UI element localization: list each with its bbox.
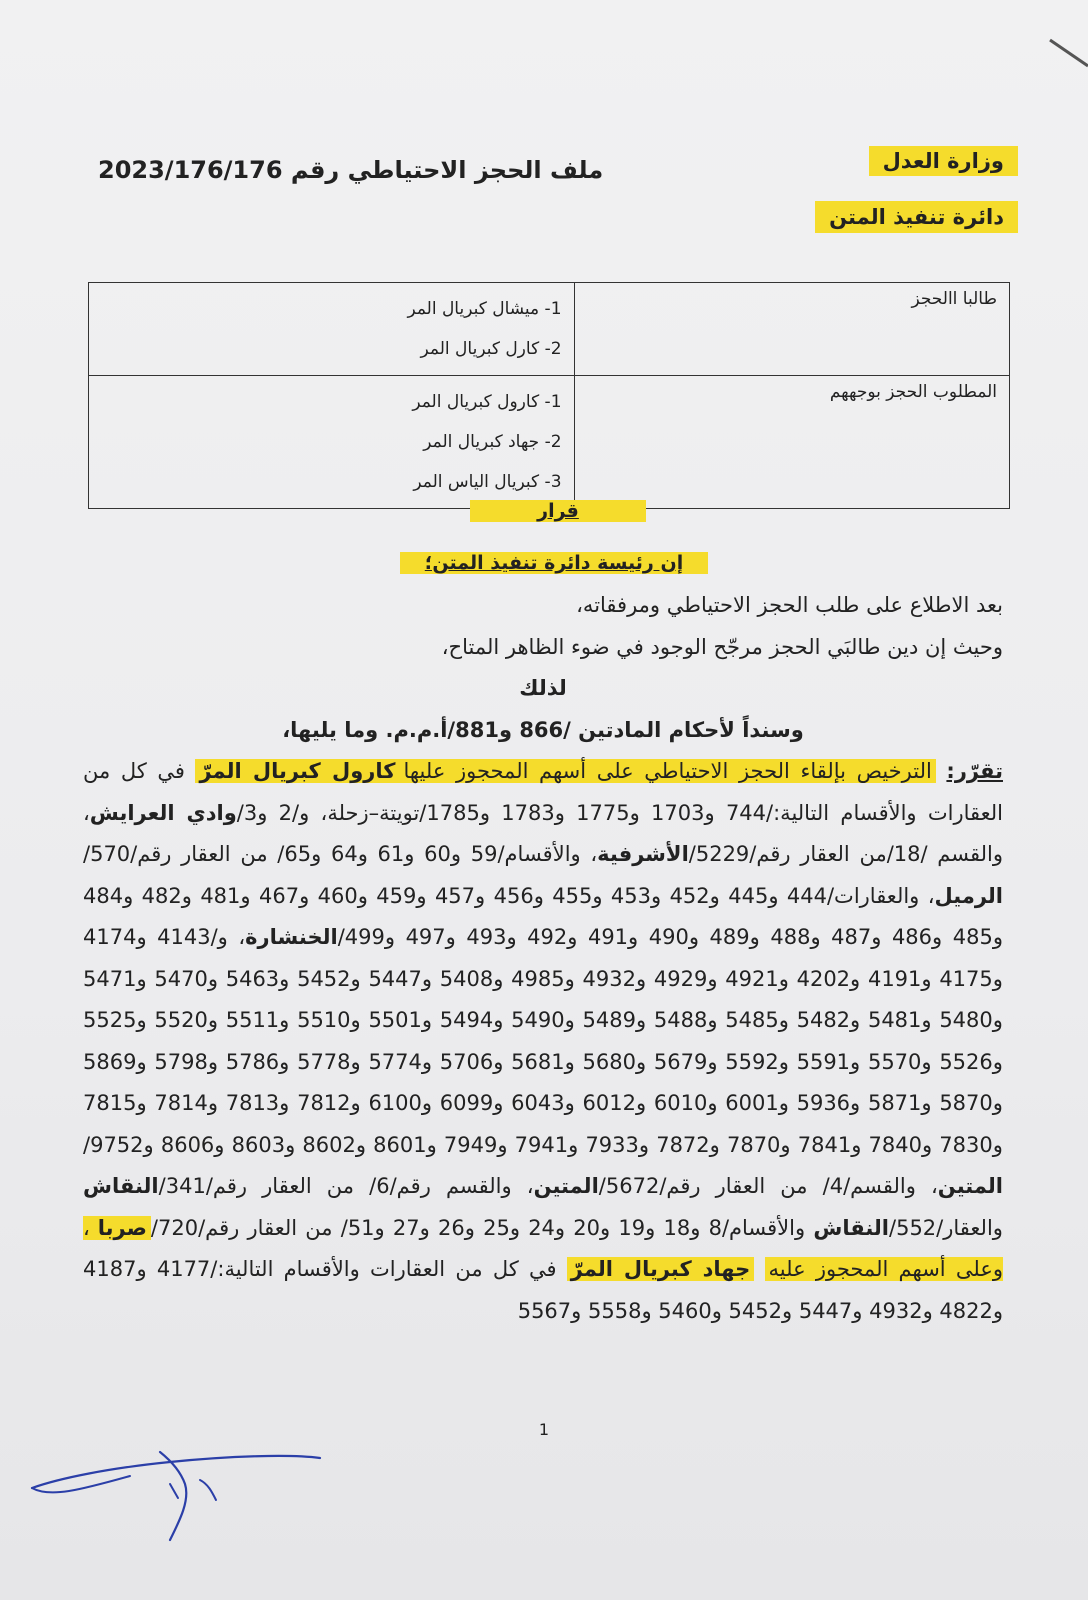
place-name: وادي العرايش	[89, 800, 237, 825]
list-item: 2- كارل كبريال المر	[420, 339, 562, 359]
file-title	[98, 156, 603, 184]
file-number: 2023/176/176	[98, 156, 283, 184]
table-row	[89, 376, 1010, 509]
paragraph-review: بعد الاطلاع على طلب الحجز الاحتياطي ومرفقاته،	[576, 593, 1003, 617]
decision-text-10: والأقسام/8 و18 و19 و20 و24 و25 و26 و27 و51/ من العقار رقم/720/	[150, 1215, 814, 1240]
defendant-2-name: جهاد كبريال المرّ	[567, 1257, 754, 1281]
legal-basis: وسنداً لأحكام المادتين /866 و881/أ.م.م. وما يليها،	[282, 717, 804, 742]
defendants-role: المطلوب الحجز بوجههم	[574, 376, 1009, 509]
place-name: صربا	[94, 1216, 151, 1240]
decision-text-6: ، و/4143 و4174 و4175 و4191 و4202 و4921 و4929 و4932 و4985 و5408 و5447 و5452 و5463 و5470 و5471 و5480 و5481 و5482 و5485 و5488 و5489 و5490 و5494 و5501 و5510 و5511 و5520 و5525 و5526 و5570 و5591 و5592 و5679 و5680 و5681 و5706 و5774 و5778 و5786 و5798 و5869 و5870 و5871 و5936 و6001 و6010 و6012 و6043 و6099 و6100 و7812 و7813 و7814 و7815 و7830 و7840 و7841 و7870 و7872 و7933 و7941 و7949 و8601 و8602 و8603 و8606 و9752/	[83, 925, 1003, 1157]
place-name: النقاش	[813, 1215, 889, 1240]
list-item: 2- جهاد كبريال المر	[423, 432, 562, 452]
table-row	[89, 283, 1010, 376]
signature-icon	[20, 1440, 340, 1580]
parties-table	[88, 282, 1010, 509]
decision-text-11: ، وعلى أسهم المحجوز عليه	[83, 1215, 1003, 1281]
list-item: 1- ميشال كبريال المر	[407, 299, 562, 319]
paragraph-debt: وحيث إن دين طالبَي الحجز مرجّح الوجود في ضوء الظاهر المتاح،	[441, 634, 1003, 659]
place-name: الخنشارة	[245, 925, 338, 949]
defendant-1-name: كارول كبريال المرّ	[195, 759, 399, 783]
decision-text-3: ، والقسم /18/من العقار رقم/5229/	[83, 800, 1004, 866]
decision-body	[83, 585, 1003, 1332]
file-label: ملف الحجز الاحتياطي رقم	[290, 156, 604, 184]
decision-title: قرار	[470, 500, 646, 522]
decides-label: تقرّر:	[946, 759, 1003, 783]
decision-paragraph	[83, 751, 1003, 1332]
ministry-name: وزارة العدل	[869, 146, 1018, 176]
place-name: المتين	[937, 1174, 1004, 1198]
corner-mark-icon	[1048, 36, 1088, 76]
plaintiffs-names	[89, 283, 575, 376]
court-president: إن رئيسة دائرة تنفيذ المتن؛	[400, 552, 708, 574]
list-item: 3- كبريال الياس المر	[413, 472, 562, 492]
therefore-heading: لذلك	[519, 676, 567, 700]
place-name: الأشرفية	[597, 842, 689, 866]
list-item: 1- كارول كبريال المر	[412, 392, 562, 412]
page-number: 1	[538, 1420, 550, 1439]
place-name: الرميل	[934, 883, 1003, 908]
place-name: النقاش	[83, 1174, 159, 1198]
decision-text-7: ، والقسم/4/ من العقار رقم/5672/	[598, 1174, 938, 1198]
decision-text-9: والعقار/552/	[889, 1215, 1003, 1240]
decision-text-2: في كل من العقارات والأقسام التالية:/744 و1703 و1775 و1783 و1785/تويتة–زحلة، و/2 و3/	[83, 759, 1003, 825]
plaintiffs-role: طالبا االحجز	[574, 283, 1009, 376]
decision-text-1: الترخيص بإلقاء الحجز الاحتياطي على أسهم المحجوز عليها	[399, 759, 935, 783]
decision-text-12: في كل من العقارات والأقسام التالية:/4177 و4187 و4822 و4932 و5447 و5452 و5460 و5558 و5567	[83, 1257, 1003, 1323]
decision-text-5: ، والعقارات/444 و445 و452 و453 و455 و456 و457 و459 و460 و467 و481 و482 و484 و485 و486 و487 و488 و489 و490 و491 و492 و493 و497 و499/	[83, 883, 1003, 949]
defendants-names	[89, 376, 575, 509]
department-name: دائرة تنفيذ المتن	[815, 201, 1018, 233]
place-name: المتين	[533, 1174, 599, 1198]
decision-text-4: ، والأقسام/59 و60 و61 و64 و65/ من العقار رقم/570/	[83, 842, 598, 866]
decision-text-8: ، والقسم رقم/6/ من العقار رقم/341/	[158, 1174, 534, 1198]
